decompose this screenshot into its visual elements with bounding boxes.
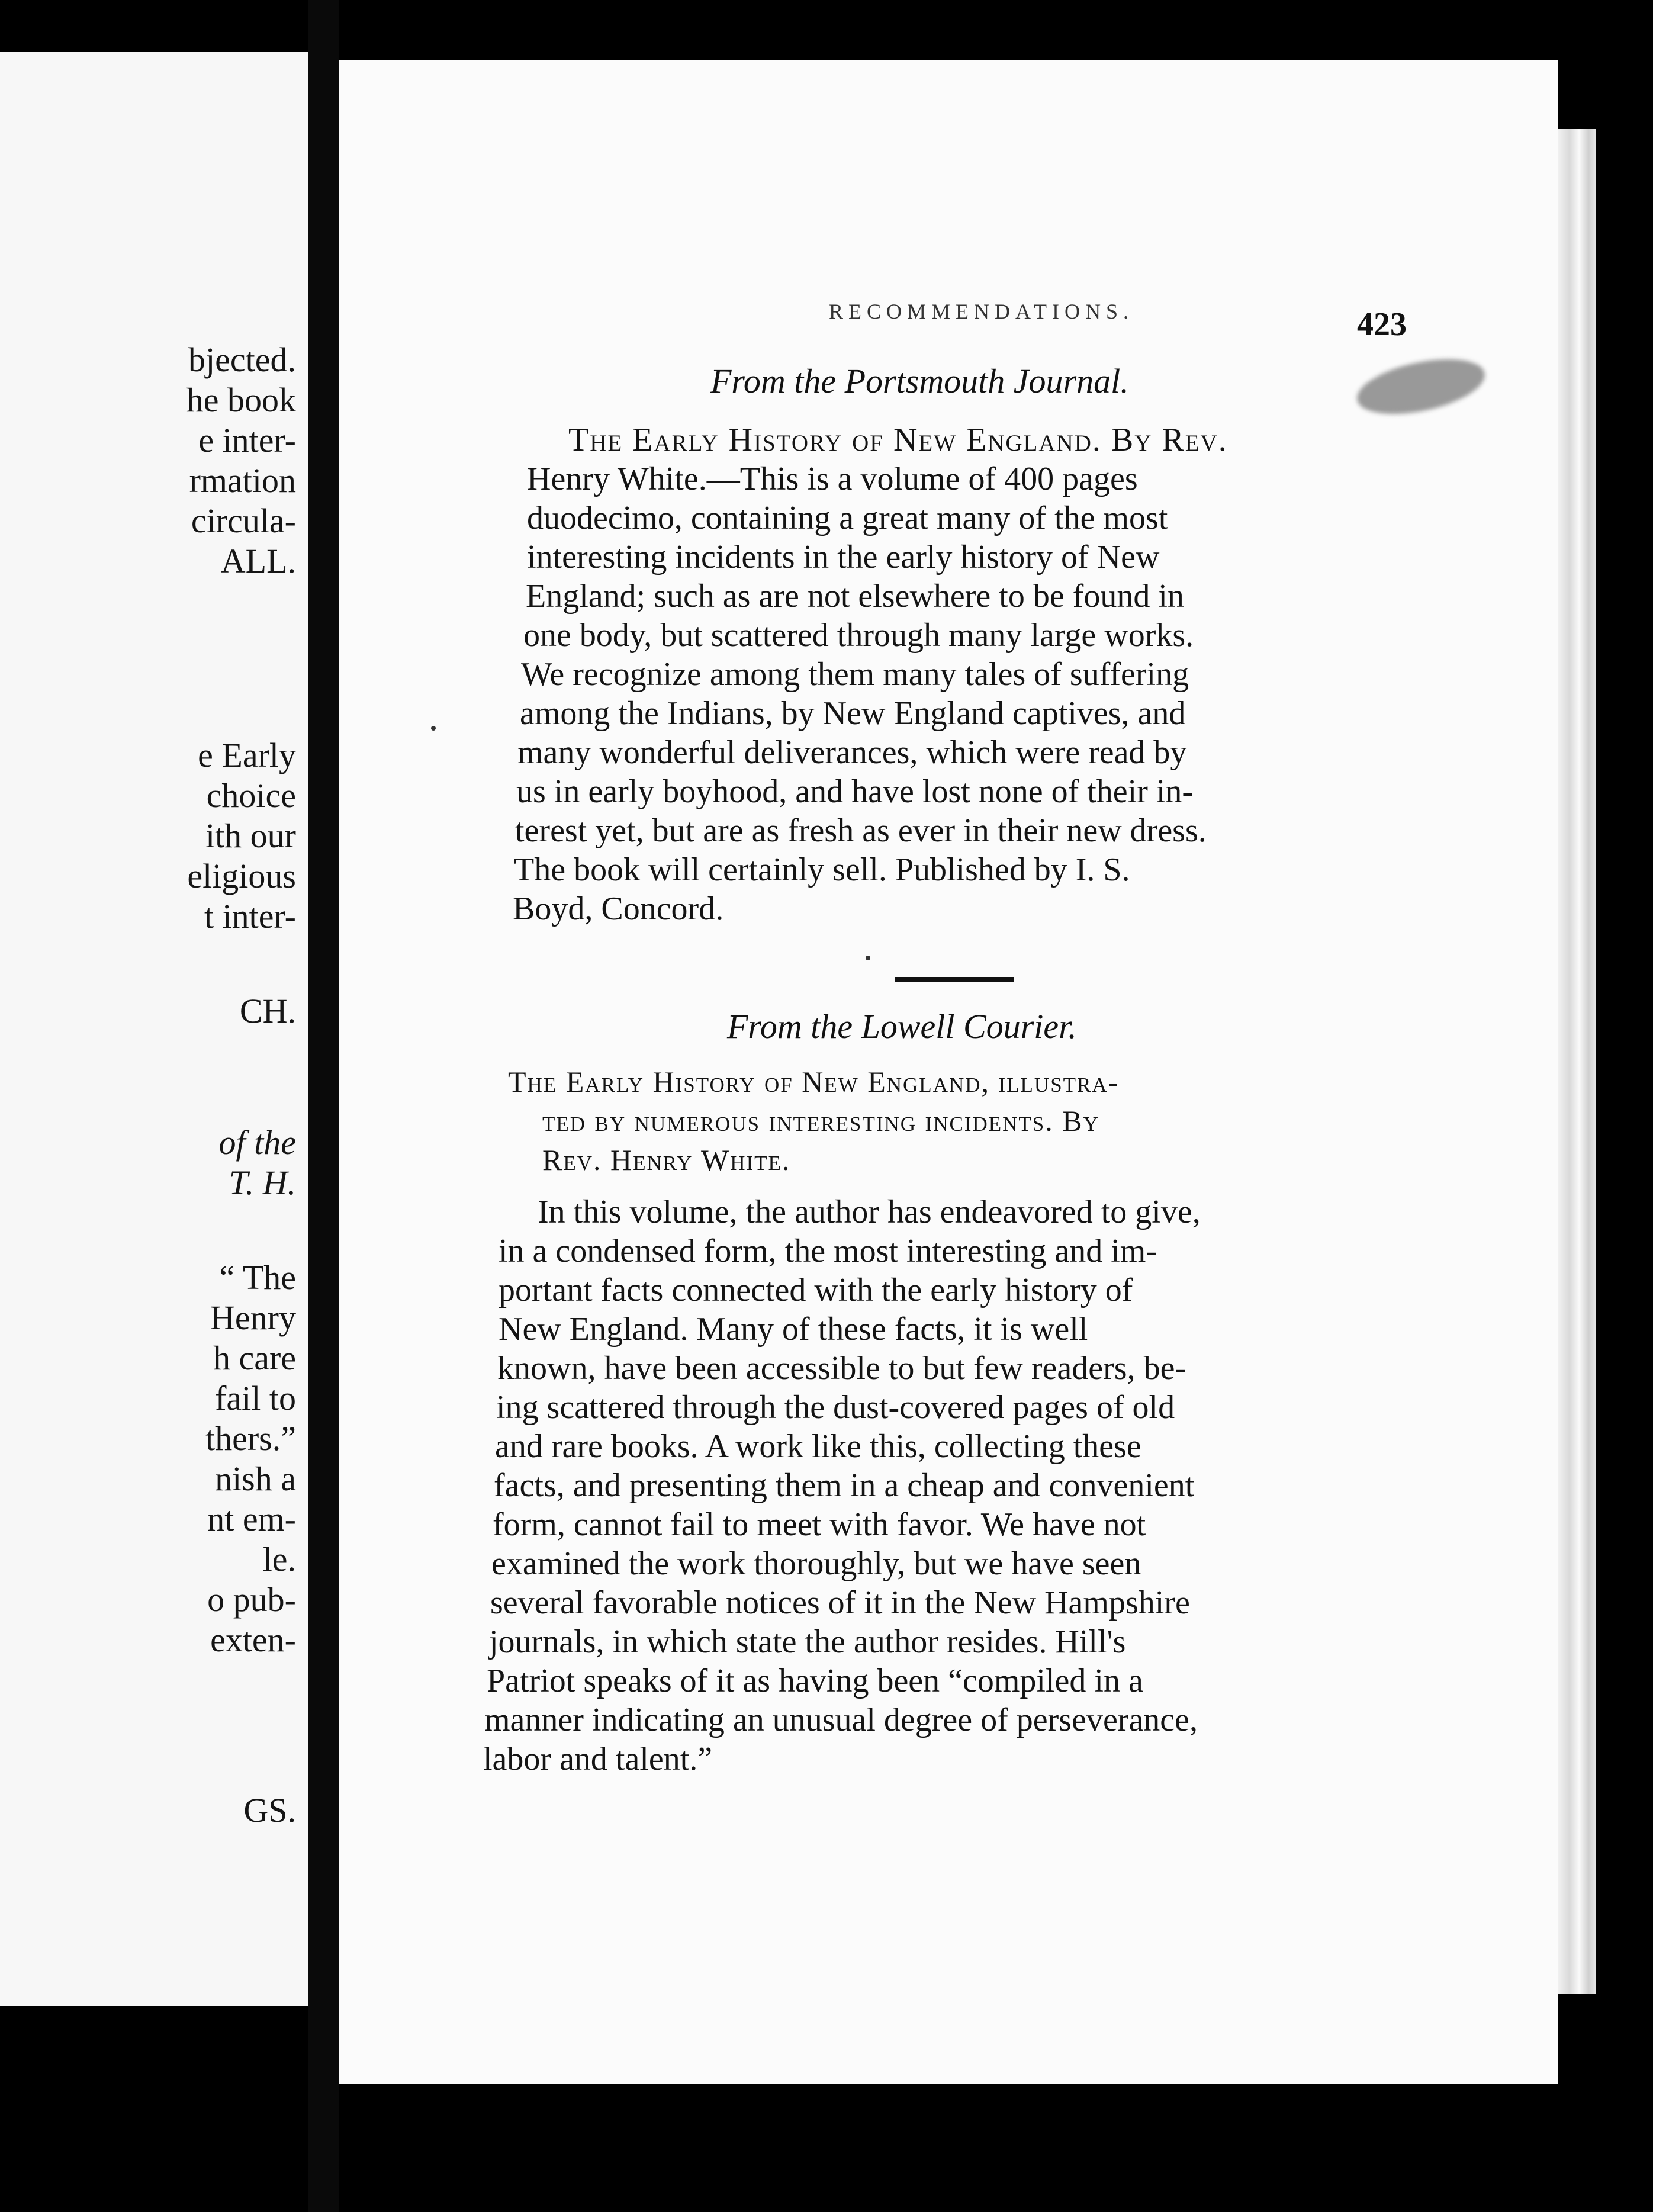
left-page-line: choice bbox=[206, 776, 296, 815]
article-heading-line: Rev. Henry White. bbox=[542, 1143, 791, 1176]
left-page-line: ALL. bbox=[220, 542, 296, 580]
left-page-line: circula- bbox=[191, 501, 296, 540]
stray-mark bbox=[431, 726, 436, 731]
left-page-line: fail to bbox=[215, 1379, 296, 1417]
left-page-line: e Early bbox=[198, 736, 296, 774]
article-line: form, cannot fail to meet with favor. We have not bbox=[493, 1506, 1146, 1543]
left-page-line: he book bbox=[186, 381, 296, 419]
article-line: among the Indians, by New England captives, and bbox=[520, 695, 1186, 732]
left-page-line: Henry bbox=[210, 1298, 296, 1337]
page-edges bbox=[1558, 129, 1596, 1994]
running-head: RECOMMENDATIONS. bbox=[829, 300, 1134, 323]
article-line: known, have been accessible to but few readers, be- bbox=[497, 1350, 1186, 1387]
article-line: Henry White.—This is a volume of 400 pages bbox=[527, 461, 1138, 497]
article-line: facts, and presenting them in a cheap and convenient bbox=[494, 1467, 1195, 1504]
article-line: In this volume, the author has endeavored to give, bbox=[538, 1194, 1201, 1230]
article-line: in a condensed form, the most interesting and im- bbox=[499, 1233, 1157, 1269]
left-page bbox=[0, 52, 308, 2006]
left-page-line: of the bbox=[218, 1123, 296, 1162]
left-page-line: bjected. bbox=[188, 340, 296, 379]
article-line: portant facts connected with the early history of bbox=[499, 1272, 1133, 1308]
left-page-line: le. bbox=[262, 1540, 296, 1578]
left-page-line: “ The bbox=[219, 1258, 296, 1297]
article-line: labor and talent.” bbox=[483, 1741, 713, 1777]
left-page-line: nish a bbox=[215, 1459, 296, 1498]
article-line: New England. Many of these facts, it is well bbox=[499, 1311, 1088, 1348]
left-page-line: T. H. bbox=[229, 1163, 296, 1202]
article-line: duodecimo, containing a great many of the most bbox=[527, 500, 1168, 536]
article-line: ing scattered through the dust-covered pages of old bbox=[496, 1389, 1175, 1426]
left-page-line: h care bbox=[213, 1339, 296, 1377]
left-page-line: GS. bbox=[243, 1791, 296, 1830]
left-page-line: thers.” bbox=[205, 1419, 296, 1458]
left-page-line: exten- bbox=[210, 1621, 296, 1659]
left-page-line: o pub- bbox=[207, 1580, 296, 1619]
left-page-line: CH. bbox=[239, 992, 296, 1030]
page-number: 423 bbox=[1357, 306, 1407, 343]
article-line: Boyd, Concord. bbox=[513, 890, 724, 927]
left-page-line: rmation bbox=[189, 461, 296, 500]
article-heading-line: ted by numerous interesting incidents. By bbox=[542, 1104, 1099, 1137]
article-line: The Early History of New England. By Rev. bbox=[568, 422, 1228, 458]
article-line: one body, but scattered through many large works. bbox=[523, 617, 1194, 654]
article-line: several favorable notices of it in the New Hampshire bbox=[490, 1584, 1190, 1621]
article-line: examined the work thoroughly, but we have seen bbox=[491, 1545, 1141, 1582]
section-divider bbox=[895, 977, 1014, 982]
book-gutter bbox=[308, 0, 339, 2212]
source-heading-lowell: From the Lowell Courier. bbox=[727, 1007, 1077, 1046]
left-page-line: ith our bbox=[205, 816, 296, 855]
article-heading-line: The Early History of New England, illustra- bbox=[508, 1065, 1120, 1098]
article-line: us in early boyhood, and have lost none of their in- bbox=[516, 773, 1194, 810]
article-line: manner indicating an unusual degree of perseverance, bbox=[484, 1702, 1198, 1738]
article-line: We recognize among them many tales of suffering bbox=[521, 656, 1189, 693]
article-line: Patriot speaks of it as having been “compiled in a bbox=[487, 1663, 1143, 1699]
left-page-line: nt em- bbox=[207, 1500, 296, 1538]
article-line: The book will certainly sell. Published by I. S. bbox=[514, 851, 1130, 888]
article-line: many wonderful deliverances, which were read by bbox=[517, 734, 1187, 771]
article-line: interesting incidents in the early history of New bbox=[527, 539, 1160, 575]
source-heading-portsmouth: From the Portsmouth Journal. bbox=[710, 362, 1129, 400]
left-page-line: e inter- bbox=[198, 421, 296, 459]
article-line: terest yet, but are as fresh as ever in their new dress. bbox=[515, 812, 1207, 849]
article-line: journals, in which state the author resides. Hill's bbox=[489, 1623, 1126, 1660]
article-line: and rare books. A work like this, collecting these bbox=[495, 1428, 1141, 1465]
article-line: England; such as are not elsewhere to be found in bbox=[526, 578, 1184, 615]
left-page-line: t inter- bbox=[204, 897, 296, 935]
stray-mark bbox=[866, 956, 870, 960]
left-page-line: eligious bbox=[187, 857, 296, 895]
